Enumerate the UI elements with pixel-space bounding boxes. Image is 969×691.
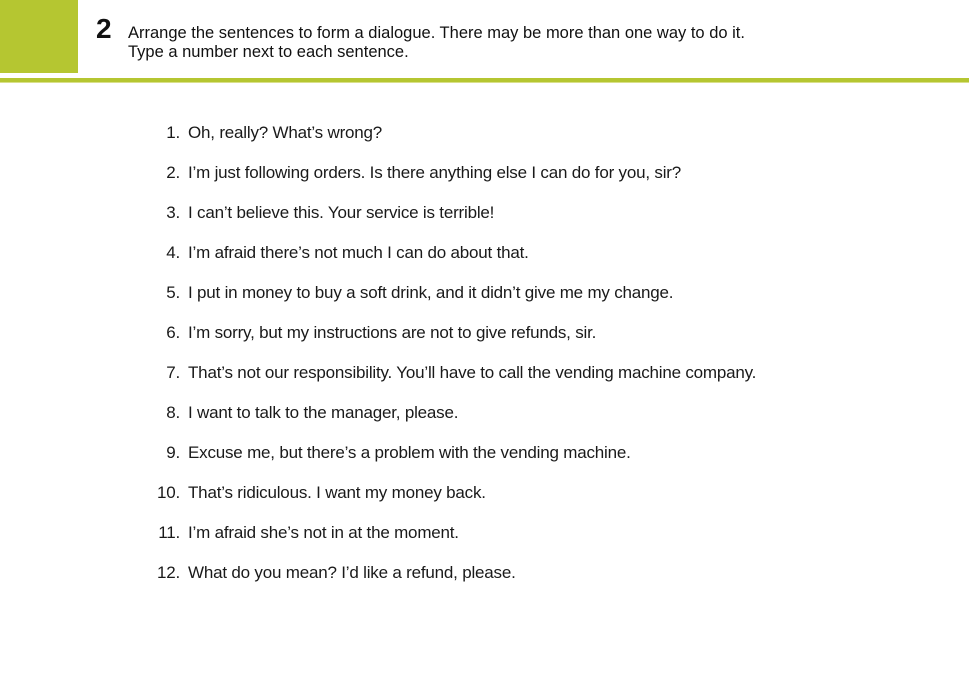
sentence-item (150, 203, 756, 243)
sentence-text: I’m sorry, but my instructions are not to give refunds, sir. (188, 323, 597, 342)
exercise-number: 2 (96, 13, 112, 44)
sentence-text: I’m just following orders. Is there anything else I can do for you, sir? (188, 163, 682, 182)
sentence-number: 10. (156, 483, 180, 502)
sentence-list (150, 123, 756, 603)
sentence-item (150, 403, 756, 443)
sentence-item (150, 163, 756, 203)
sentence-number: 1. (166, 123, 180, 142)
sentence-text: What do you mean? I’d like a refund, please. (188, 563, 516, 582)
sentence-item (150, 523, 756, 563)
sentence-number: 3. (166, 203, 180, 222)
sentence-item (150, 123, 756, 163)
sentence-number: 12. (156, 563, 180, 582)
sentence-item (150, 483, 756, 523)
instructions-line-2: Type a number next to each sentence. (128, 43, 409, 61)
sentence-item (150, 323, 756, 363)
instructions-line-1: Arrange the sentences to form a dialogue. There may be more than one way to do it. (128, 24, 745, 42)
sentence-item (150, 443, 756, 483)
sentence-number: 11. (158, 523, 180, 542)
sentence-text: I want to talk to the manager, please. (188, 403, 459, 422)
sentence-text: I can’t believe this. Your service is terrible! (188, 203, 495, 222)
sentence-text: That’s ridiculous. I want my money back. (188, 483, 486, 502)
sentence-item (150, 283, 756, 323)
sentence-text: Excuse me, but there’s a problem with the vending machine. (188, 443, 631, 462)
sentence-item (150, 363, 756, 403)
sentence-number: 5. (166, 283, 180, 302)
sentence-text: Oh, really? What’s wrong? (188, 123, 383, 142)
sentence-text: That’s not our responsibility. You’ll have to call the vending machine company. (188, 363, 757, 382)
sentence-number: 8. (166, 403, 180, 422)
header-accent-block (0, 0, 78, 73)
sentence-item (150, 243, 756, 283)
sentence-number: 6. (166, 323, 180, 342)
sentence-number: 7. (166, 363, 180, 382)
sentence-text: I’m afraid she’s not in at the moment. (188, 523, 459, 542)
header-divider-shadow (0, 82, 969, 83)
sentence-text: I’m afraid there’s not much I can do about that. (188, 243, 529, 262)
sentence-number: 4. (166, 243, 180, 262)
sentence-text: I put in money to buy a soft drink, and it didn’t give me my change. (188, 283, 674, 302)
sentence-number: 9. (166, 443, 180, 462)
exercise-instructions (128, 24, 745, 62)
sentence-item (150, 563, 756, 603)
sentence-number: 2. (166, 163, 180, 182)
